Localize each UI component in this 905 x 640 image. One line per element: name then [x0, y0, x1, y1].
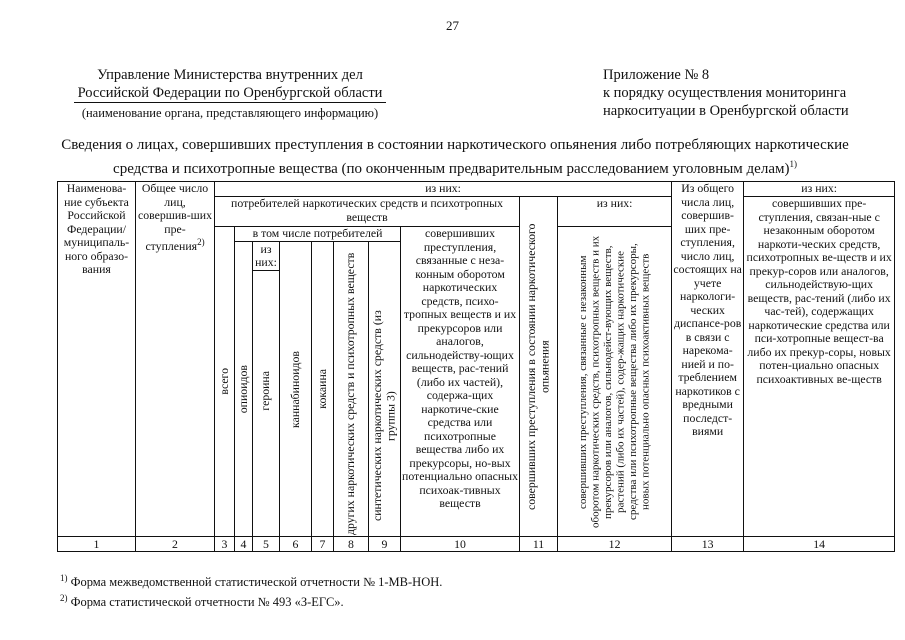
header-iz-nikh-mid: из них:	[558, 197, 672, 227]
header-col10: совершивших преступления, связанные с неза-конным оборотом наркотических средств, психо-тропных веществ и их прекурсоров или аналогов, сильнодейству-ющих веществ, рас-тений (либо их частей), содержа-щих наркотиче-ские средства или психотропные вещества либо их прекурсоры, но-вых потенциально опасных психоак-тивных веществ	[401, 227, 520, 537]
column-number: 8	[334, 537, 369, 552]
header-in-that-number: в том числе потребителей	[235, 227, 401, 242]
column-numbers-row	[58, 537, 895, 552]
footnote-1-mark: 1)	[60, 573, 68, 583]
column-number: 6	[280, 537, 312, 552]
organization-block	[60, 66, 400, 122]
column-number: 12	[558, 537, 672, 552]
report-table	[57, 181, 895, 552]
header-synthetic-text: синтетических наркотических средств (из группы 3)	[370, 310, 398, 522]
appendix-block	[603, 66, 849, 120]
footnote-2-text: Форма статистической отчетности № 493 «З-ЕГС».	[70, 595, 344, 610]
header-cocaine-text: кокаина	[314, 369, 329, 409]
footnote-2	[60, 590, 442, 610]
header-iz-nikh-small: из них:	[253, 242, 279, 271]
title-footnote-mark: 1)	[789, 159, 797, 169]
header-synthetic	[369, 242, 401, 537]
title-text: Сведения о лицах, совершивших преступления в состоянии наркотического опьянения либо потребляющих наркотические средства и психотропные вещества (по оконченным предварительным расследованием уголовным делам)	[61, 137, 849, 177]
page-number: 27	[446, 18, 459, 33]
column-number: 1	[58, 537, 136, 552]
appendix-line-3: наркоситуации в Оренбургской области	[603, 103, 849, 119]
header-other-substances	[334, 242, 369, 537]
header-other-substances-text: других наркотических средств и психотропных веществ	[343, 252, 358, 535]
header-iz-nikh-right: из них:	[744, 182, 895, 197]
header-col13: Из общего числа лиц, совершив-ших пре-ступления, число лиц, состоящих на учете наркологи-ческих диспансе-ров в связи с нарекома-нией и по-треблением наркотиков с вредными последст-виями	[672, 182, 744, 537]
header-col2-footnote-mark: 2)	[197, 237, 205, 247]
appendix-line-2: к порядку осуществления мониторинга	[603, 85, 847, 101]
column-number: 5	[253, 537, 280, 552]
header-opioids	[235, 242, 253, 537]
document-title	[60, 136, 850, 179]
footnote-1-text: Форма межведомственной статистической отчетности № 1-МВ-НОН.	[70, 575, 443, 590]
header-col12-text: совершивших преступления, связанные с незаконным оборотом наркотических средств, психотропных веществ и их прекурсоров или аналогов, сильнодейст-вующих веществ, растений (либо их частей), содер-жащих наркотические средства или психотропные вещества либо их прекурсоры, новых потенциально опасных психоактивных веществ	[577, 235, 652, 528]
footnote-2-mark: 2)	[60, 593, 68, 604]
header-col14: совершивших пре-ступления, связан-ные с незаконным оборотом наркоти-ческих средств, психотропных ве-ществ и их прекур-соров или аналогов, сильнодействую-щих веществ, рас-тений (либо их час-тей), содержащих наркотические средства или пси-хотропные вещест-ва либо их прекур-соры, новых потен-циально опасных психоактивных ве-ществ	[744, 197, 895, 537]
column-number: 9	[369, 537, 401, 552]
column-number: 14	[744, 537, 895, 552]
header-col2-text: Общее число лиц, совершив-ших пре-ступления	[138, 181, 212, 253]
column-number: 4	[235, 537, 253, 552]
header-cannabinoids	[280, 242, 312, 537]
organization-line-2: Российской Федерации по Оренбургской области	[74, 84, 387, 103]
column-number: 3	[215, 537, 235, 552]
header-heroin-text: героина	[258, 371, 273, 411]
header-col11	[520, 197, 558, 537]
header-cannabinoids-text: каннабиноидов	[287, 350, 302, 428]
column-number: 7	[312, 537, 334, 552]
column-number: 2	[136, 537, 215, 552]
header-opioids-text: опиоидов	[235, 364, 250, 414]
header-col1: Наименова-ние субъекта Российской Федерации/ муниципаль-ного образо-вания	[58, 182, 136, 537]
organization-caption: (наименование органа, представляющего информацию)	[81, 106, 379, 120]
header-heroin	[253, 242, 280, 537]
header-col2	[136, 182, 215, 537]
appendix-line-1: Приложение № 8	[603, 67, 710, 83]
column-number: 10	[401, 537, 520, 552]
organization-line-1: Управление Министерства внутренних дел	[97, 67, 363, 83]
footnotes	[60, 570, 442, 610]
header-col12	[558, 227, 672, 537]
header-total	[215, 227, 235, 537]
header-col11-text: совершивших преступления в состоянии наркотического опьянения	[524, 223, 552, 510]
header-total-text: всего	[216, 368, 231, 395]
header-consumers: потребителей наркотических средств и психотропных веществ	[215, 197, 520, 227]
footnote-1	[60, 570, 442, 590]
column-number: 13	[672, 537, 744, 552]
header-iz-nikh: из них:	[215, 182, 672, 197]
column-number: 11	[520, 537, 558, 552]
header-cocaine	[312, 242, 334, 537]
